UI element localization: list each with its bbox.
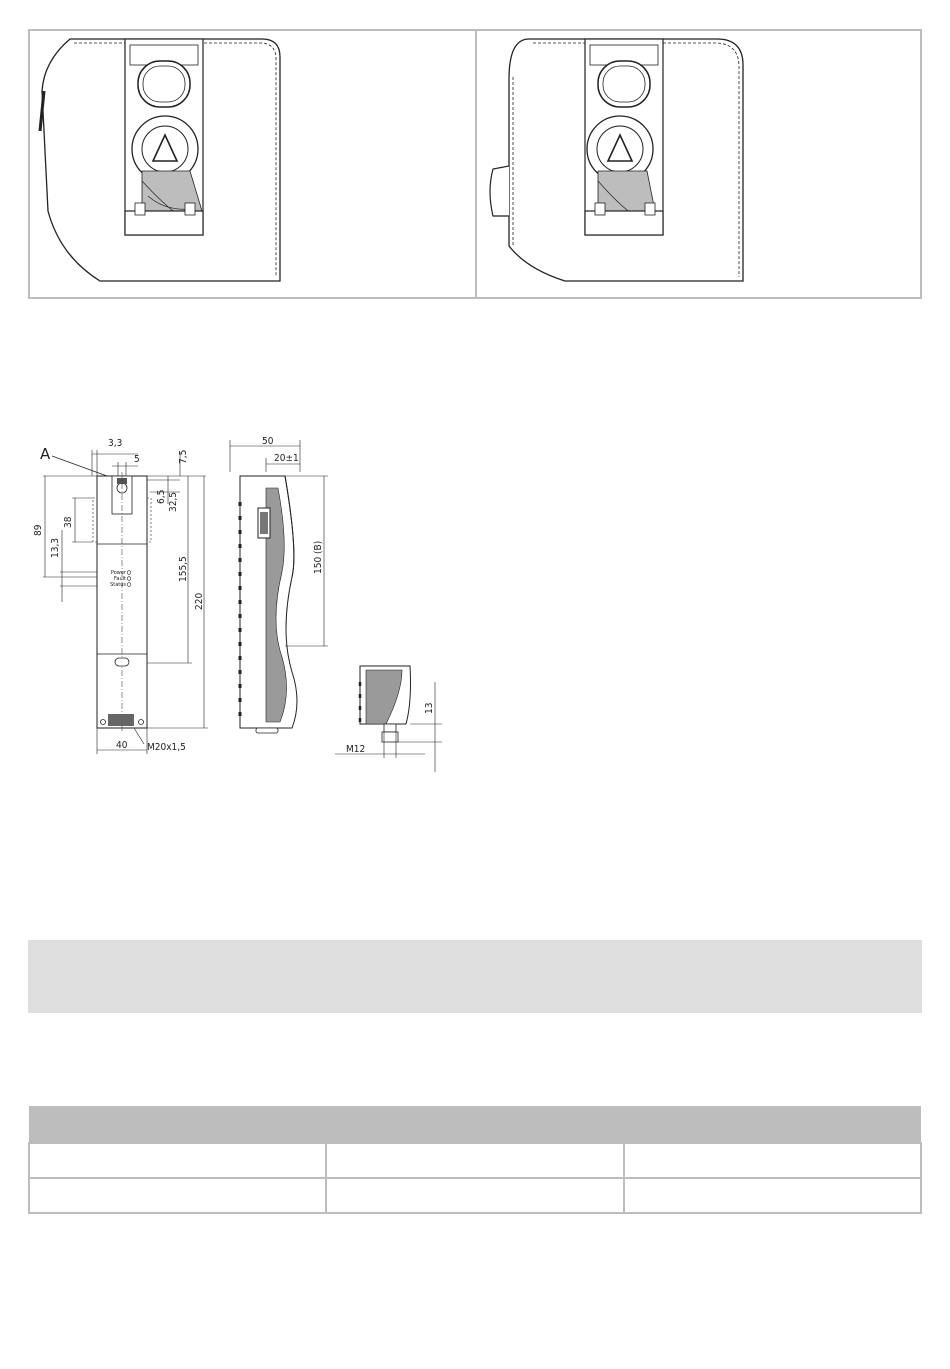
- dim-13: 13: [424, 702, 435, 714]
- dim-7-5: 7,5: [178, 449, 189, 464]
- spec-table: [28, 1106, 922, 1214]
- table-cell: [29, 1143, 326, 1178]
- top-figure-frame: [28, 29, 922, 299]
- panel-left-variant: [30, 31, 475, 297]
- led-label-status: Status: [110, 582, 126, 588]
- callout-label: A: [40, 445, 51, 463]
- dim-38: 38: [63, 516, 74, 528]
- dim-13-3: 13,3: [50, 537, 61, 558]
- table-row: [29, 1178, 921, 1213]
- panel-right-variant: [477, 31, 922, 297]
- table-cell: [326, 1143, 623, 1178]
- table-cell: [29, 1178, 326, 1213]
- table-cell: [326, 1178, 623, 1213]
- dim-150-b: 150 (B): [313, 540, 324, 574]
- table-header: [29, 1106, 921, 1143]
- dim-50: 50: [262, 436, 274, 447]
- dim-220: 220: [194, 592, 205, 610]
- side-view: [230, 436, 328, 733]
- lock-mechanism-right-icon: [477, 31, 922, 297]
- front-view: [33, 438, 208, 754]
- dim-m20: M20x1,5: [147, 742, 186, 753]
- dim-40: 40: [116, 740, 128, 751]
- table-cell: [624, 1178, 921, 1213]
- lock-mechanism-left-icon: [30, 31, 475, 297]
- dim-3-3: 3,3: [108, 438, 123, 449]
- dim-5: 5: [134, 454, 140, 465]
- dim-20: 20±1: [274, 453, 299, 464]
- table-cell: [624, 1143, 921, 1178]
- dimension-drawing: [30, 432, 450, 777]
- led-label-power: Power: [110, 570, 126, 576]
- dim-32-5: 32,5: [168, 491, 179, 512]
- dim-89: 89: [33, 524, 44, 536]
- dim-m12: M12: [346, 744, 366, 755]
- dim-6-5: 6,5: [156, 489, 167, 504]
- table-row: [29, 1143, 921, 1178]
- grey-band: [28, 940, 922, 1013]
- table-header-row: [29, 1106, 921, 1143]
- dim-155-5: 155,5: [178, 556, 189, 582]
- led-label-fault: Fault: [114, 576, 126, 582]
- detail-view: [335, 666, 442, 772]
